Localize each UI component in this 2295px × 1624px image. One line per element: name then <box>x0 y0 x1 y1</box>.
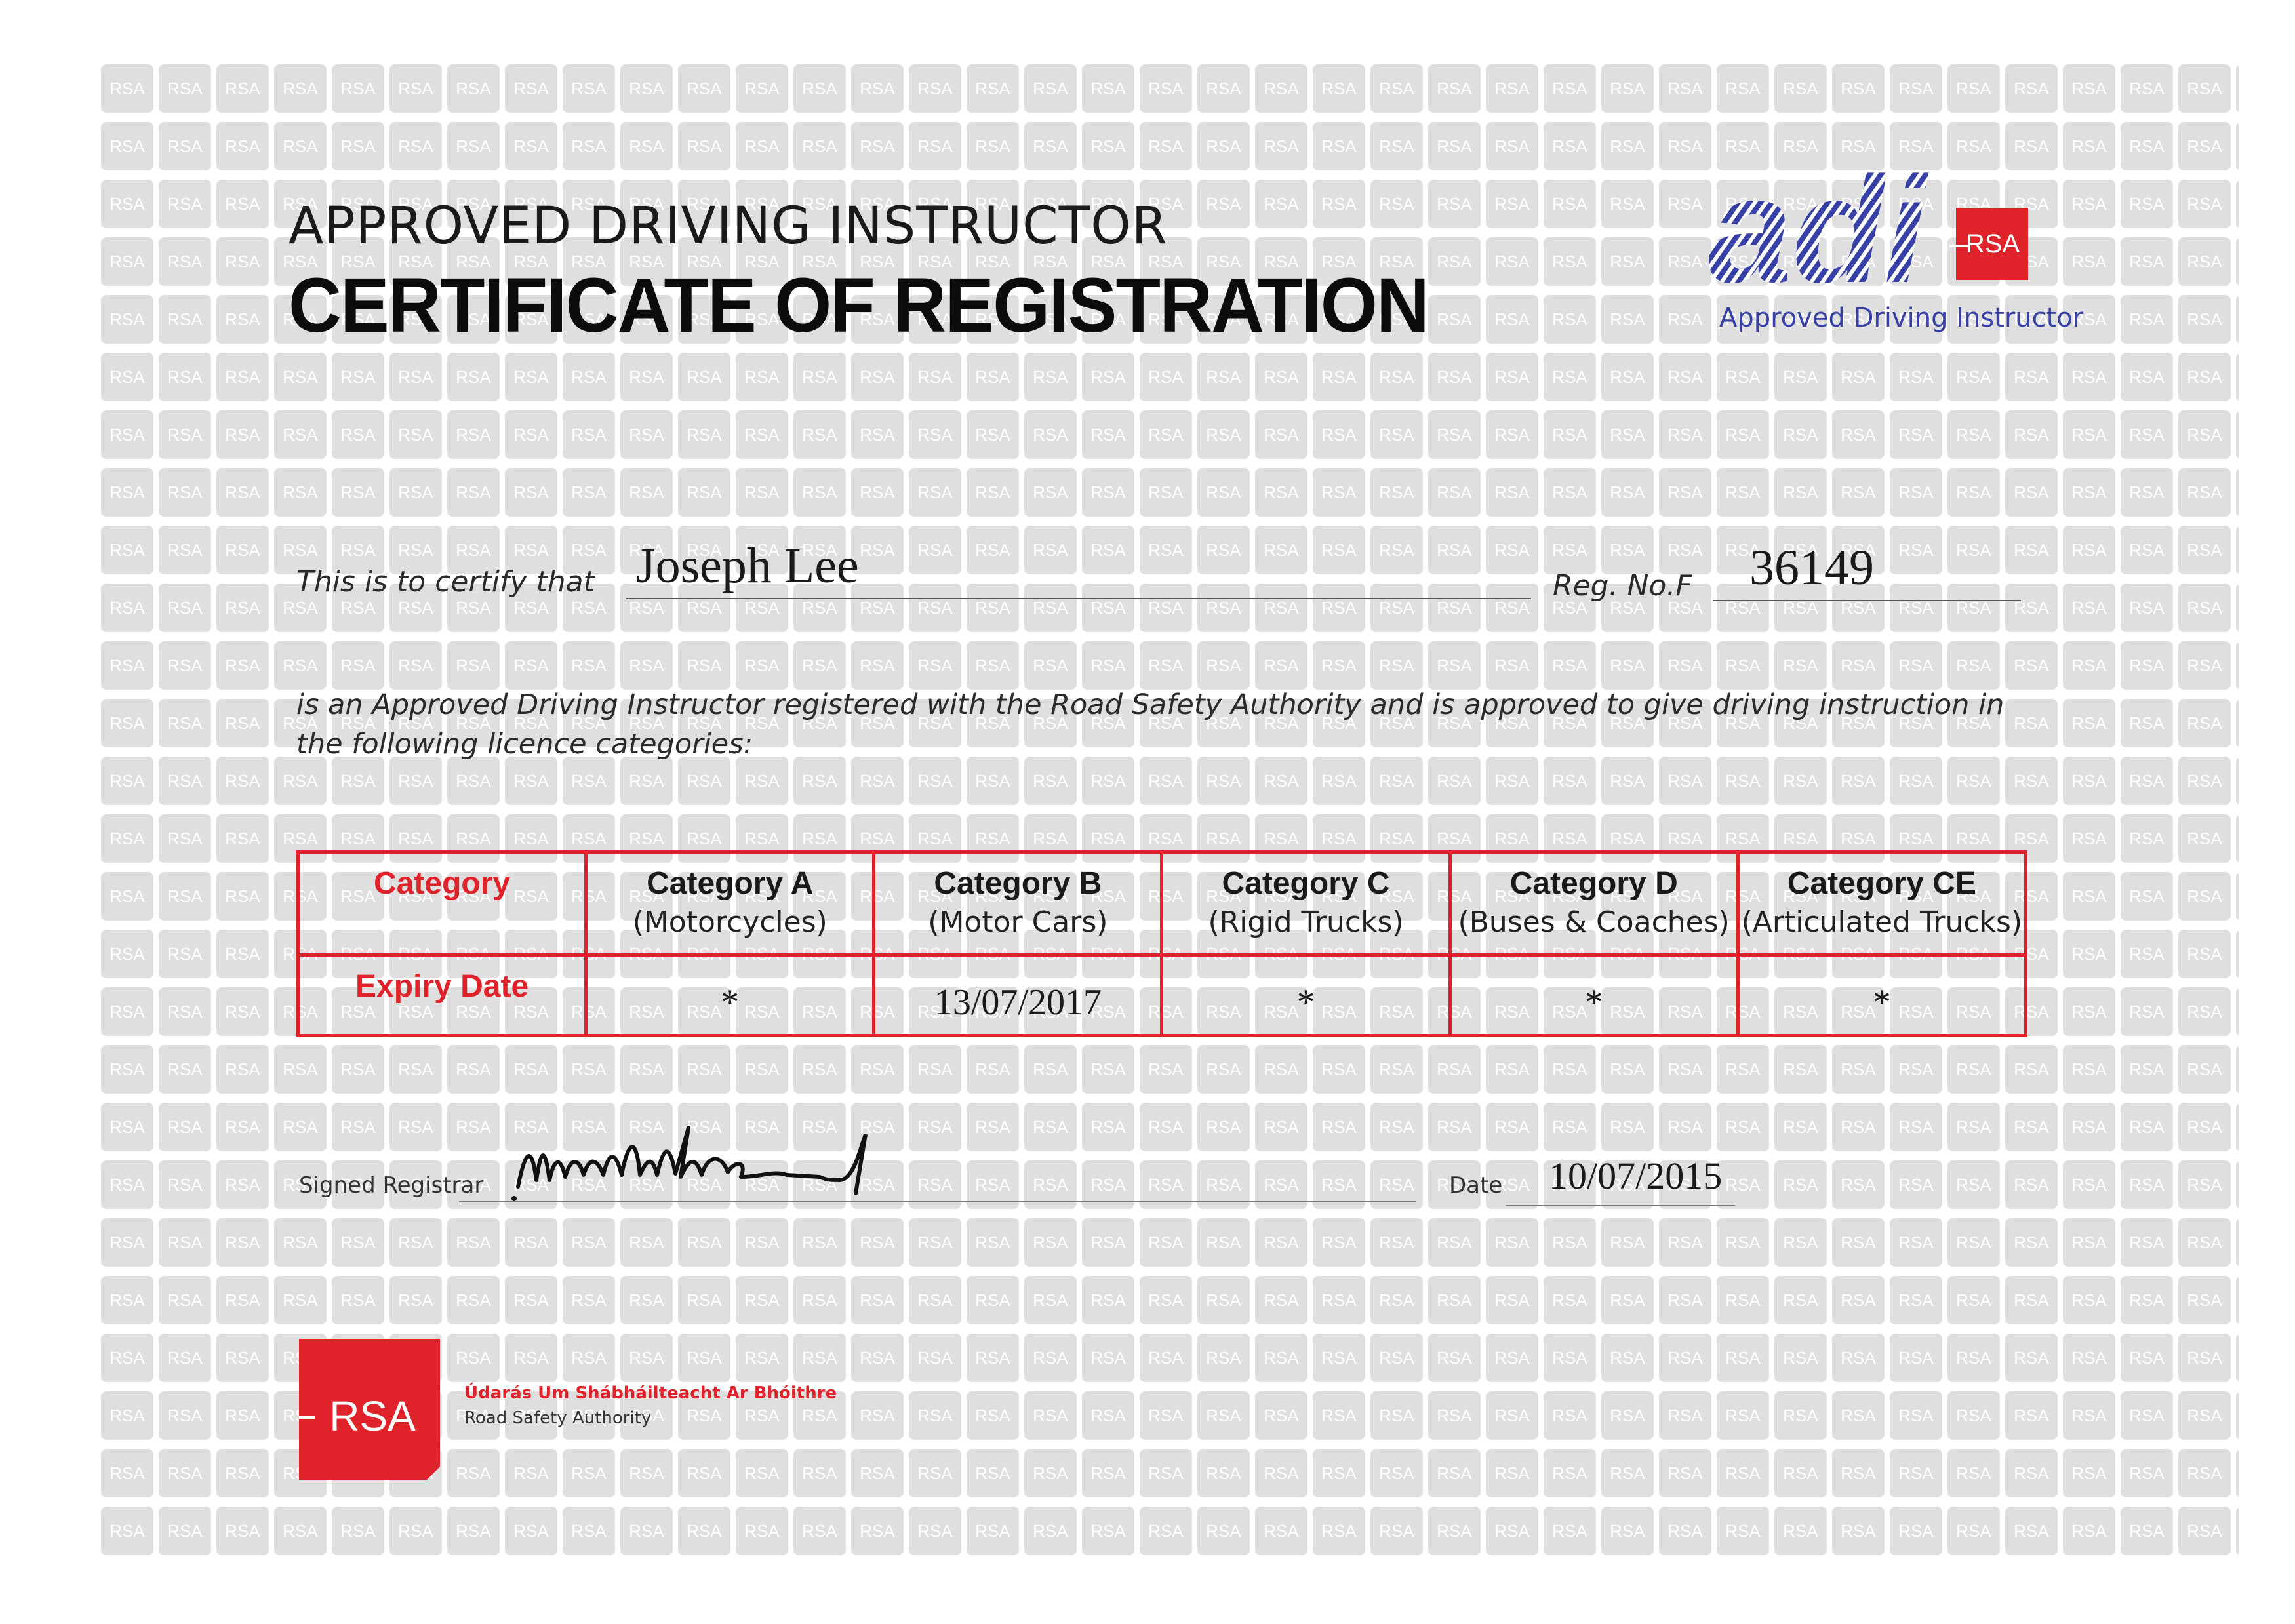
certificate-subtitle: APPROVED DRIVING INSTRUCTOR <box>289 197 1168 256</box>
rsa-english-name: Road Safety Authority <box>464 1408 652 1428</box>
category-name: Category CE <box>1787 866 1976 901</box>
expiry-value: * <box>1296 982 1315 1023</box>
reg-number-label: Reg. No.F <box>1553 569 1692 603</box>
category-name: Category B <box>934 866 1102 901</box>
expiry-b-cell <box>874 955 1162 1036</box>
reg-number-underline <box>1713 600 2021 601</box>
category-name: Category C <box>1222 866 1390 901</box>
name-underline <box>626 598 1531 599</box>
expiry-row-header <box>298 955 586 1036</box>
issue-date: 10/07/2015 <box>1549 1155 1723 1197</box>
category-d-cell <box>1450 852 1738 955</box>
approval-statement: is an Approved Driving Instructor registered with the Road Safety Authority and is approved to give driving instruction in the following licence categories: <box>296 688 2005 761</box>
date-underline <box>1506 1205 1735 1206</box>
expiry-value: 13/07/2017 <box>934 982 1102 1023</box>
category-description: (Rigid Trucks) <box>1208 905 1404 939</box>
certificate-holder-name: Joseph Lee <box>636 538 859 593</box>
date-label: Date <box>1449 1172 1503 1198</box>
category-row <box>298 852 2026 955</box>
expiry-d-cell <box>1450 955 1738 1036</box>
category-description: (Buses & Coaches) <box>1458 905 1730 939</box>
category-b-cell <box>874 852 1162 955</box>
category-description: (Motorcycles) <box>632 905 828 939</box>
category-a-cell <box>586 852 874 955</box>
handwritten-signature-icon <box>511 1115 892 1213</box>
expiry-c-cell <box>1162 955 1450 1036</box>
signed-registrar-label: Signed Registrar <box>299 1172 484 1198</box>
category-header-label: Category <box>374 866 511 901</box>
certificate-title: CERTIFICATE OF REGISTRATION <box>289 262 1429 349</box>
expiry-value: * <box>1872 982 1891 1023</box>
rsa-irish-name: Údarás Um Shábháilteacht Ar Bhóithre <box>464 1383 837 1403</box>
category-c-cell <box>1162 852 1450 955</box>
licence-categories-table <box>296 850 2027 1037</box>
certify-lead: This is to certify that <box>296 565 595 599</box>
svg-text:RSA: RSA <box>1965 229 2020 258</box>
category-name: Category A <box>647 866 814 901</box>
expiry-value: * <box>1584 982 1603 1023</box>
svg-text:RSA: RSA <box>329 1393 416 1440</box>
expiry-row <box>298 955 2026 1036</box>
category-description: (Motor Cars) <box>928 905 1108 939</box>
expiry-ce-cell <box>1738 955 2026 1036</box>
category-name: Category D <box>1509 866 1678 901</box>
category-description: (Articulated Trucks) <box>1741 905 2023 939</box>
reg-number-value: 36149 <box>1749 540 1874 595</box>
category-row-header <box>298 852 586 955</box>
category-ce-cell <box>1738 852 2026 955</box>
expiry-a-cell <box>586 955 874 1036</box>
signature-underline <box>459 1201 1416 1202</box>
svg-text:adi: adi <box>1708 161 1926 314</box>
expiry-value: * <box>721 982 740 1023</box>
adi-caption: Approved Driving Instructor <box>1719 303 2084 333</box>
rsa-logo-icon <box>299 1339 440 1480</box>
expiry-header-label: Expiry Date <box>355 969 529 1004</box>
